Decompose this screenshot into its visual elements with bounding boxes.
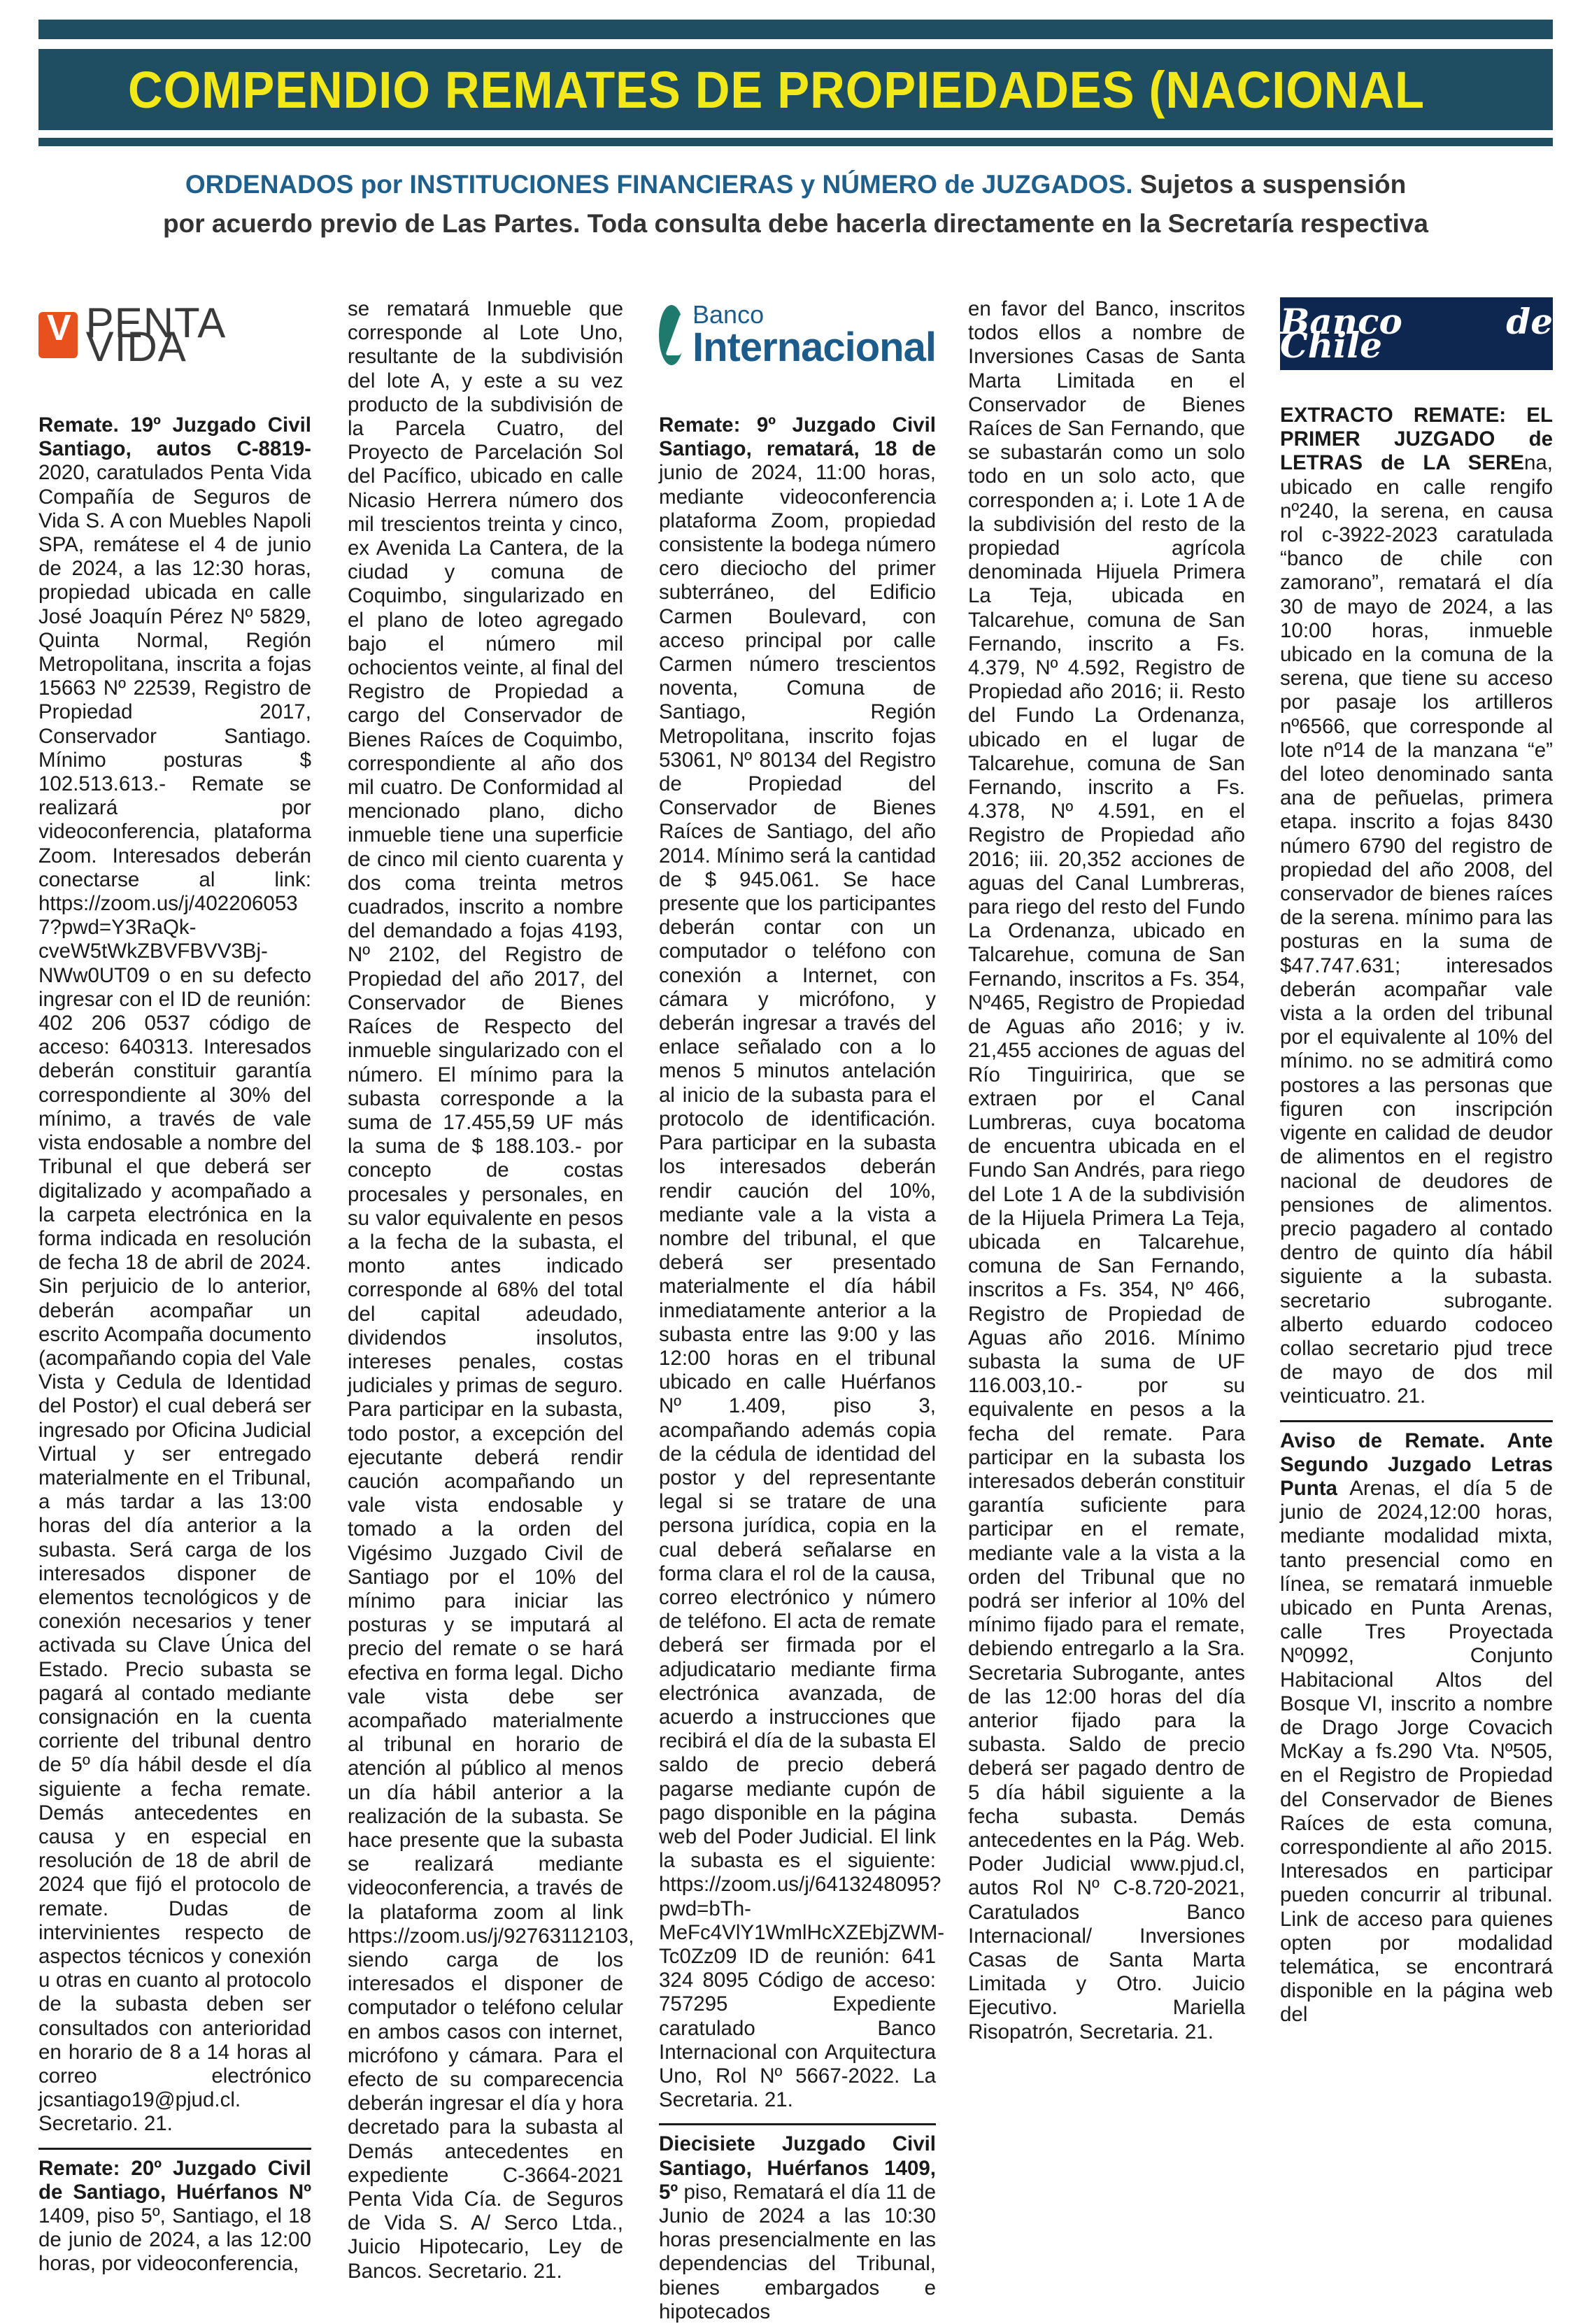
penta-logo-icon	[38, 312, 78, 358]
page-subtitle	[38, 165, 1553, 243]
notice-body: Arenas, el día 5 de junio de 2024,12:00 horas, mediante modalidad mixta, tanto presencial como en línea, se rematará inmueble ubicado en Punta Arenas, calle Tres Proyectada Nº0992, Conjunto Habitacional Altos del Bosque VI, inscrito a nombre de Drago Jorge Covacich McKay a fs.290 Vta. Nº505, en el Registro de Propiedad del Conservador de Bienes Raíces de esta comuna, correspondiente al año 2015. Interesados en participar pueden concurrir al tribunal. Link de acceso para quienes opten por modalidad telemática, se encontrará disponible en la página web del	[1280, 1476, 1553, 2027]
notice-17-juzgado-continued: en favor del Banco, inscritos todos ellos a nombre de Inversiones Casas de Santa Marta Limitada en el Conservador de Bienes Raíces de San Fernando, que se subastarán como un solo todo en un solo acto, que corresponden a; i. Lote 1 A de la subdivisión del resto de la propiedad agrícola denominada Hijuela Primera La Teja, ubicada en Talcarehue, comuna de San Fernando, inscrito a Fs. 4.379, Nº 4.592, Registro de Propiedad año 2016; ii. Resto del Fundo La Ordenanza, ubicado en el lugar de Talcarehue, comuna de San Fernando, inscrito a Fs. 4.378, Nº 4.591, en el Registro de Propiedad año 2016; iii. 20,352 acciones de aguas del Canal Lumbreras, para riego del resto del Fundo La Ordenanza, ubicado en Talcarehue, comuna de San Fernando, inscritos a Fs. 354, Nº465, Registro de Propiedad de Aguas año 2016; y iv. 21,455 acciones de aguas del Río Tinguiririca, que se extraen por el Canal Lumbreras, cuya bocatoma de encuentra ubicada en el Fundo San Andrés, para riego del Lote 1 A de la subdivisión de la Hijuela Primera La Teja, ubicada en Talcarehue, comuna de San Fernando, inscritos a Fs. 354, Nº 466, Registro de Propiedad de Aguas año 2016. Mínimo subasta la suma de UF 116.003,10.- por su equivalente en pesos a la fecha del remate. Para participar en la subasta los interesados deberán constituir garantía suficiente para participar en el remate, mediante vale a la vista a la orden del Tribunal que no podrá ser inferior al 10% del mínimo fijado para el remate, debiendo entregarlo a la Sra. Secretaria Subrogante, antes de las 12:00 horas del día anterior fijado para la subasta. Saldo de precio deberá ser pagado dentro de 5 día hábil siguiente a la fecha subasta. Demás antecedentes en la Pág. Web. Poder Judicial www.pjud.cl, autos Rol Nº C-8.720-2021, Caratulados Banco Internacional/ Inversiones Casas de Santa Marta Limitada y Otro. Juicio Ejecutivo. Mariella Risopatrón, Secretaria. 21.	[968, 297, 1245, 2043]
banco-internacional-logo	[659, 297, 936, 373]
notice-19-juzgado	[38, 413, 311, 2137]
notice-lead: EXTRACTO REMATE: EL PRIMER JUZGADO de LETRAS de LA SERE	[1280, 404, 1553, 475]
notice-lead: Diecisiete Juzgado Civil Santiago, Huérfanos 1409, 5º	[659, 2132, 936, 2204]
bi-logo-line-2: Internacional	[692, 325, 936, 370]
column-4	[968, 297, 1245, 2044]
notice-lead: Remate: 9º Juzgado Civil Santiago, rematará, 18 de	[659, 413, 936, 461]
column-5	[1280, 297, 1553, 2027]
banco-internacional-icon	[659, 305, 684, 365]
banco-de-chile-logo	[1280, 297, 1553, 370]
notice-body: na, ubicado en calle rengifo nº240, la serena, en causa rol c-3922-2023 caratulada “banco de chile con zamorano”, rematará el día 30 de mayo de 2024, a las 10:00 horas, inmueble ubicado en la comuna de la serena, que tiene su acceso por pasaje los artilleros nº6566, que corresponde al lote nº14 de la manzana “e” del loteo denominado santa ana de peñuelas, primera etapa. inscrito a fojas 8430 número 6790 del registro de propiedad del año 2008, del conservador de bienes raíces de la serena. mínimo para las posturas en la suma de $47.747.631; interesados deberán acompañar vale vista a la orden del tribunal por el equivalente al 10% del mínimo. no se admitirá como postores a las personas que figuren con inscripción vigente en calidad de deudor de alimentos en el registro nacional de deudores de pensiones de alimentos. precio pagadero al contado dentro de quinto día hábil siguiente a la subasta. secretario subrogante. alberto eduardo codoceo collao secretario pjud trece de mayo de dos mil veinticuatro. 21.	[1280, 451, 1553, 1408]
banco-internacional-wordmark	[692, 302, 936, 368]
bi-logo-line-1: Banco	[692, 300, 765, 329]
notice-divider	[38, 2148, 311, 2150]
notice-body: piso, Rematará el día 11 de Junio de 2024 a las 10:30 horas presencialmente en las dependencias del Tribunal, bienes embargados e hipotecados	[659, 2180, 936, 2323]
notice-9-juzgado	[659, 413, 945, 2112]
penta-logo-text: PENTA VIDA	[85, 299, 227, 370]
column-3	[659, 297, 945, 2324]
notice-la-serena	[1280, 404, 1553, 1409]
title-banner	[38, 49, 1553, 130]
column-2	[348, 297, 634, 2283]
notice-lead: Remate. 19º Juzgado Civil Santiago, autos C-8819-	[38, 413, 311, 461]
column-1	[38, 297, 311, 2276]
page-title: COMPENDIO REMATES DE PROPIEDADES (NACIONAL	[128, 60, 1425, 119]
penta-vida-logo	[38, 297, 311, 373]
notice-divider	[1280, 1420, 1553, 1422]
notice-20-juzgado	[38, 2157, 311, 2276]
notice-lead: Remate: 20º Juzgado Civil de Santiago, Huérfanos Nº	[38, 2156, 311, 2204]
notice-17-juzgado	[659, 2132, 936, 2324]
banco-de-chile-wordmark: Banco de Chile	[1280, 300, 1553, 366]
notice-20-juzgado-continued: se rematará Inmueble que corresponde al Lote Uno, resultante de la subdivisión del lote A, y este a su vez producto de la subdivisión de la Parcela Cuatro, del Proyecto de Parcelación Sol del Pacífico, ubicado en calle Nicasio Herrera número dos mil trescientos treinta y cinco, ex Avenida La Cantera, de la ciudad y comuna de Coquimbo, singularizado en el plano de loteo agregado bajo el número mil ochocientos veinte, al final del Registro de Propiedad a cargo del Conservador de Bienes Raíces de Coquimbo, correspondiente al año dos mil cuatro. De Conformidad al mencionado plano, dicho inmueble tiene una superficie de cinco mil ciento cuarenta y dos coma treinta metros cuadrados, inscrito a nombre del demandado a fojas 4193, Nº 2102, del Registro de Propiedad del año 2017, del Conservador de Bienes Raíces de Respecto del inmueble singularizado con el número. El mínimo para la subasta corresponde a la suma de 17.455,59 UF más la suma de $ 188.103.- por concepto de costas procesales y personales, en su valor equivalente en pesos a la fecha de la subasta, el monto antes indicado corresponde al 68% del total del capital adeudado, dividendos insolutos, intereses penales, costas judiciales y primas de seguro. Para participar en la subasta, todo postor, a excepción del ejecutante deberá rendir caución acompañando un vale vista endosable y tomado a la orden del Vigésimo Juzgado Civil de Santiago por el 10% del mínimo para iniciar las posturas y se imputará al precio del remate o se hará efectiva en forma legal. Dicho vale vista debe ser acompañado materialmente al tribunal en horario de atención al público al menos un día hábil anterior a la realización de la subasta. Se hace presente que la subasta se realizará mediante videoconferencia, a través de la plataforma zoom al link https://zoom.us/j/92763112103, siendo carga de los interesados el disponer de computador o teléfono celular en ambos casos con internet, micrófono y cámara. Para el efecto de su comparecencia deberán ingresar el día y hora decretado para la subasta al Demás antecedentes en expediente C-3664-2021 Penta Vida Cía. de Seguros de Vida S. A/ Serco Ltda., Juicio Hipotecario, Ley de Bancos. Secretario. 21.	[348, 297, 634, 2283]
subtitle-emphasis: ORDENADOS por INSTITUCIONES FINANCIERAS y NÚMERO de JUZGADOS.	[185, 170, 1133, 199]
notice-punta-arenas	[1280, 1429, 1553, 2027]
header-top-rule	[38, 20, 1553, 39]
subtitle-line-2: por acuerdo previo de Las Partes. Toda consulta debe hacerla directamente en la Secretaría respectiva	[163, 209, 1428, 238]
subtitle-line-1	[38, 165, 1553, 204]
notice-body: 1409, piso 5º, Santiago, el 18 de junio de 2024, a las 12:00 horas, por videoconferencia,	[38, 2204, 311, 2276]
notice-body: junio de 2024, 11:00 horas, mediante videoconferencia plataforma Zoom, propiedad consistente la bodega número cero dieciocho del primer subterráneo, del Edificio Carmen Boulevard, con acceso principal por calle Carmen número trescientos noventa, Comuna de Santiago, Región Metropolitana, inscrito fojas 53061, Nº 80134 del Registro de Propiedad del Conservador de Bienes Raíces de Santiago, del año 2014. Mínimo será la cantidad de $ 945.061. Se hace presente que los participantes deberán contar con un computador o teléfono con conexión a Internet, con cámara y micrófono, y deberán ingresar a través del enlace señalado con a lo menos 5 minutos antelación al inicio de la subasta para el protocolo de identificación. Para participar en la subasta los interesados deberán rendir caución del 10%, mediante vale a la vista a nombre del tribunal, el que deberá ser presentado materialmente el día hábil inmediatamente anterior a la subasta entre las 9:00 y las 12:00 horas en el tribunal ubicado en calle Huérfanos Nº 1.409, piso 3, acompañando además copia de la cédula de identidad del postor y del representante legal si se tratare de una persona jurídica, copia en la cual deberá señalarse en forma clara el rol de la causa, correo electrónico y número de teléfono. El acta de remate deberá ser firmada por el adjudicatario mediante firma electrónica avanzada, de acuerdo a instrucciones que recibirá el día de la subasta El saldo de precio deberá pagarse mediante cupón de pago disponible en la página web del Poder Judicial. El link la subasta es el siguiente: https://zoom.us/j/6413248095?pwd=bTh-MeFc4VlY1WmlHcXZEbjZWM-Tc0Zz09 ID de reunión: 641 324 8095 Código de acceso: 757295 Expediente caratulado Banco Internacional con Arquitectura Uno, Rol Nº 5667-2022. La Secretaria. 21.	[659, 461, 945, 2112]
notice-lead: Aviso de Remate. Ante Segundo Juzgado Letras Punta	[1280, 1429, 1553, 1500]
notice-divider	[659, 2123, 936, 2125]
subtitle-rest: Sujetos a suspensión	[1132, 170, 1407, 199]
header-bottom-rule	[38, 138, 1553, 146]
notice-body: 2020, caratulados Penta Vida Compañía de Seguros de Vida S. A con Muebles Napoli SPA, remátese el 4 de junio de 2024, a las 12:30 horas, propiedad ubicada en calle José Joaquín Pérez Nº 5829, Quinta Normal, Región Metropolitana, inscrita a fojas 15663 Nº 22539, Registro de Propiedad 2017, Conservador Santiago. Mínimo posturas $ 102.513.613.- Remate se realizará por videoconferencia, plataforma Zoom. Interesados deberán conectarse al link: https://zoom.us/j/402206053 7?pwd=Y3RaQk-cveW5tWkZBVFBVV3Bj-NWw0UT09 o en su defecto ingresar con el ID de reunión: 402 206 0537 código de acceso: 640313. Interesados deberán constituir garantía correspondiente al 30% del mínimo, a través de vale vista endosable a nombre del Tribunal el que deberá ser digitalizado y acompañado a la carpeta electrónica en la forma indicada en resolución de fecha 18 de abril de 2024. Sin perjuicio de lo anterior, deberán acompañar un escrito Acompaña documento (acompañando copia del Vale Vista y Cedula de Identidad del Postor) el cual deberá ser ingresado por Oficina Judicial Virtual y ser entregado materialmente en el Tribunal, a más tardar a las 13:00 horas del día anterior a la subasta. Será carga de los interesados disponer de elementos tecnológicos y de conexión necesarios y tener activada su Clave Única del Estado. Precio subasta se pagará al contado mediante consignación en la cuenta corriente del tribunal dentro de 5º día hábil desde el día siguiente a fecha remate. Demás antecedentes en causa y en especial en resolución de 18 de abril de 2024 que fijó el protocolo de remate. Dudas de intervinientes respecto de aspectos técnicos y conexión u otras en cuanto al protocolo de la subasta deben ser consultados con anterioridad en horario de 8 a 14 horas al correo electrónico jcsantiago19@pjud.cl. Secretario. 21.	[38, 461, 311, 2136]
